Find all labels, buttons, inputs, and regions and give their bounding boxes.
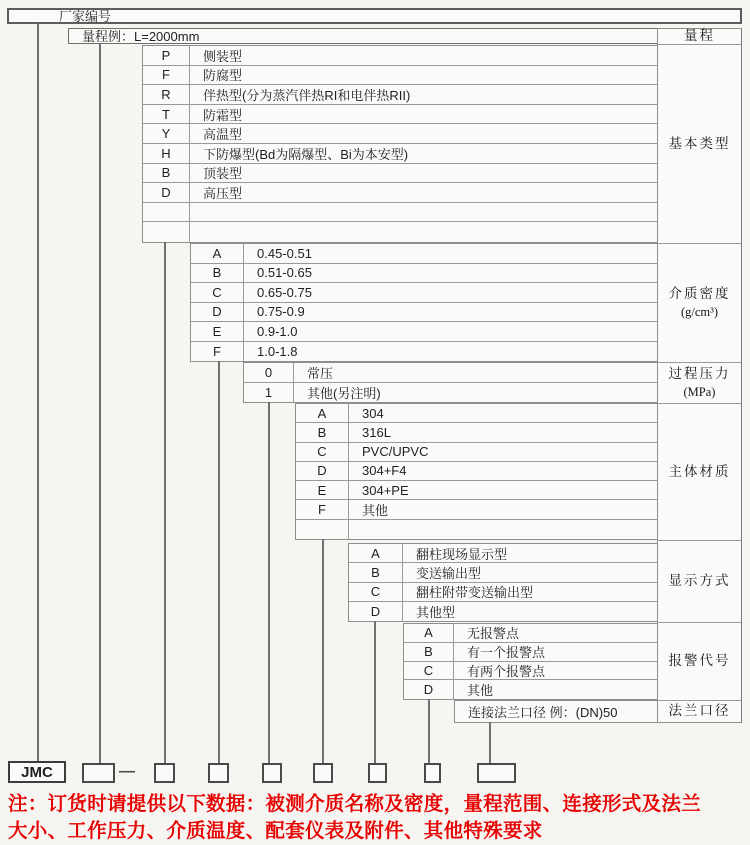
category-label-flange: 法兰口径 xyxy=(668,703,731,718)
description-cell: 侧装型 xyxy=(203,48,243,64)
category-label-display-mode: 显示方式 xyxy=(658,541,741,623)
category-label-density: 介质密度 (g/cm³) xyxy=(658,244,741,363)
pressure-unit: (MPa) xyxy=(683,384,716,399)
description-cell: 有两个报警点 xyxy=(467,663,546,679)
model-code-box-flange xyxy=(477,763,516,783)
description-cell: 常压 xyxy=(307,365,334,381)
connector-line xyxy=(374,621,376,764)
description-cell: 下防爆型(Bd为隔爆型、Bi为本安型) xyxy=(203,146,409,162)
table-row xyxy=(191,322,657,342)
code-cell: 1 xyxy=(244,383,294,403)
description-cell: 顶装型 xyxy=(203,166,243,182)
description-cell: 0.65-0.75 xyxy=(257,284,312,300)
alarm-table xyxy=(403,623,658,700)
code-cell: H xyxy=(143,144,190,163)
connector-line xyxy=(164,242,166,763)
description-cell: 防霜型 xyxy=(203,107,243,123)
connector-line xyxy=(37,23,39,762)
description-cell: 有一个报警点 xyxy=(467,645,546,661)
code-cell: D xyxy=(143,183,190,202)
code-cell: C xyxy=(296,443,349,461)
model-code-box-alarm xyxy=(424,763,441,783)
code-cell: C xyxy=(349,583,403,601)
table-row xyxy=(143,203,657,223)
model-separator: — xyxy=(119,763,135,780)
table-row xyxy=(191,244,657,264)
code-cell: P xyxy=(143,46,190,65)
range-example-text: 量程例：L=2000mm xyxy=(82,28,200,44)
code-cell: E xyxy=(191,322,244,341)
connector-line xyxy=(99,43,101,764)
description-cell: PVC/UPVC xyxy=(362,444,429,460)
code-cell xyxy=(296,520,349,539)
order-note-line2: 大小、工作压力、介质温度、配套仪表及附件、其他特殊要求 xyxy=(8,820,543,842)
table-row xyxy=(296,423,657,442)
code-cell: D xyxy=(296,462,349,480)
description-cell: 翻柱附带变送输出型 xyxy=(416,585,534,601)
description-cell: 伴热型(分为蒸汽伴热RI和电伴热RII) xyxy=(203,87,411,103)
description-cell: 0.75-0.9 xyxy=(257,304,305,320)
table-row xyxy=(143,144,657,164)
table-row xyxy=(349,563,657,582)
table-row xyxy=(143,66,657,86)
code-cell: C xyxy=(191,283,244,302)
model-code-box-display-mode xyxy=(368,763,387,783)
description-cell: 0.51-0.65 xyxy=(257,265,312,281)
material-table xyxy=(295,403,658,540)
description-cell: 无报警点 xyxy=(467,626,520,642)
code-cell: D xyxy=(191,303,244,322)
density-unit: (g/cm³) xyxy=(680,304,719,319)
table-row xyxy=(191,264,657,284)
category-label-basic-type: 基本类型 xyxy=(658,45,741,245)
description-cell: 304+PE xyxy=(362,482,409,498)
table-row xyxy=(191,283,657,303)
code-cell: F xyxy=(296,500,349,518)
description-cell xyxy=(349,520,657,539)
description-cell: 高压型 xyxy=(203,185,243,201)
description-cell: 1.0-1.8 xyxy=(257,343,298,359)
table-row xyxy=(349,544,657,563)
description-cell: 其他(另注明) xyxy=(307,385,381,401)
order-note xyxy=(8,791,746,845)
connector-line xyxy=(218,361,220,764)
description-cell: 其他型 xyxy=(416,604,456,620)
description-cell: 高温型 xyxy=(203,127,243,143)
factory-number-label: 厂家编号 xyxy=(59,8,112,24)
table-row xyxy=(244,363,657,383)
description-cell: 0.9-1.0 xyxy=(257,323,298,339)
description-cell: 0.45-0.51 xyxy=(257,245,312,261)
table-row xyxy=(143,124,657,144)
code-cell: A xyxy=(191,244,244,263)
code-cell: 0 xyxy=(244,363,294,382)
description-cell: 316L xyxy=(362,424,391,440)
description-cell xyxy=(190,203,657,222)
code-cell: B xyxy=(143,164,190,183)
model-code-box-material xyxy=(313,763,333,783)
display-mode-table xyxy=(348,543,658,622)
description-cell: 304 xyxy=(362,405,384,421)
basic-type-table xyxy=(142,45,658,243)
flange-size-row xyxy=(454,700,658,723)
code-cell: B xyxy=(191,264,244,283)
model-code-box-basic-type xyxy=(154,763,175,783)
code-cell: T xyxy=(143,105,190,124)
model-code-box-pressure xyxy=(262,763,282,783)
code-cell: B xyxy=(349,563,403,581)
code-cell: Y xyxy=(143,124,190,143)
code-cell: B xyxy=(296,423,349,441)
connector-line xyxy=(268,402,270,764)
code-cell xyxy=(143,203,190,222)
density-table xyxy=(190,243,658,362)
table-row xyxy=(143,164,657,184)
code-cell: A xyxy=(349,544,403,562)
code-cell: F xyxy=(143,66,190,85)
code-cell: D xyxy=(404,680,454,699)
connector-line xyxy=(428,699,430,764)
model-code-box-range xyxy=(82,763,115,783)
table-row xyxy=(404,680,657,699)
table-row xyxy=(143,222,657,242)
description-cell: 防腐型 xyxy=(203,68,243,84)
category-label-material: 主体材质 xyxy=(658,404,741,541)
table-row xyxy=(191,303,657,323)
table-row xyxy=(296,520,657,539)
category-label-column xyxy=(657,28,742,723)
code-cell xyxy=(143,222,190,242)
code-cell: D xyxy=(349,602,403,621)
code-cell: C xyxy=(404,662,454,680)
code-cell: F xyxy=(191,342,244,362)
table-row xyxy=(404,624,657,643)
description-cell: 变送输出型 xyxy=(416,565,482,581)
connector-line xyxy=(322,539,324,764)
range-example-row xyxy=(68,28,742,44)
flange-size-text: 连接法兰口径 例：(DN)50 xyxy=(468,705,618,720)
code-cell: A xyxy=(296,404,349,422)
connector-line xyxy=(489,722,491,764)
description-cell: 304+F4 xyxy=(362,463,407,479)
category-label-pressure: 过程压力 (MPa) xyxy=(658,363,741,404)
table-row xyxy=(349,602,657,621)
table-row xyxy=(296,481,657,500)
table-row xyxy=(296,462,657,481)
description-cell: 翻柱现场显示型 xyxy=(416,546,508,562)
code-cell: E xyxy=(296,481,349,499)
table-row xyxy=(191,342,657,362)
table-row xyxy=(296,404,657,423)
description-cell: 其他 xyxy=(362,502,389,518)
category-label-range: 量程 xyxy=(658,29,741,45)
code-cell: B xyxy=(404,643,454,661)
order-note-line1: 注：订货时请提供以下数据：被测介质名称及密度，量程范围、连接形式及法兰 xyxy=(8,793,702,815)
table-row xyxy=(244,383,657,403)
table-row xyxy=(349,583,657,602)
model-code-box-density xyxy=(208,763,229,783)
table-row xyxy=(143,183,657,203)
category-label-alarm: 报警代号 xyxy=(658,623,741,701)
table-row xyxy=(404,662,657,681)
table-row xyxy=(143,105,657,125)
code-cell: A xyxy=(404,624,454,642)
table-row xyxy=(143,85,657,105)
table-row xyxy=(143,46,657,66)
model-prefix-box: JMC xyxy=(8,761,66,783)
code-cell: R xyxy=(143,85,190,104)
table-row xyxy=(404,643,657,662)
factory-number-box xyxy=(7,8,742,24)
table-row xyxy=(296,500,657,519)
table-row xyxy=(296,443,657,462)
pressure-table xyxy=(243,362,658,403)
description-cell xyxy=(190,222,657,242)
description-cell: 其他 xyxy=(467,683,494,699)
